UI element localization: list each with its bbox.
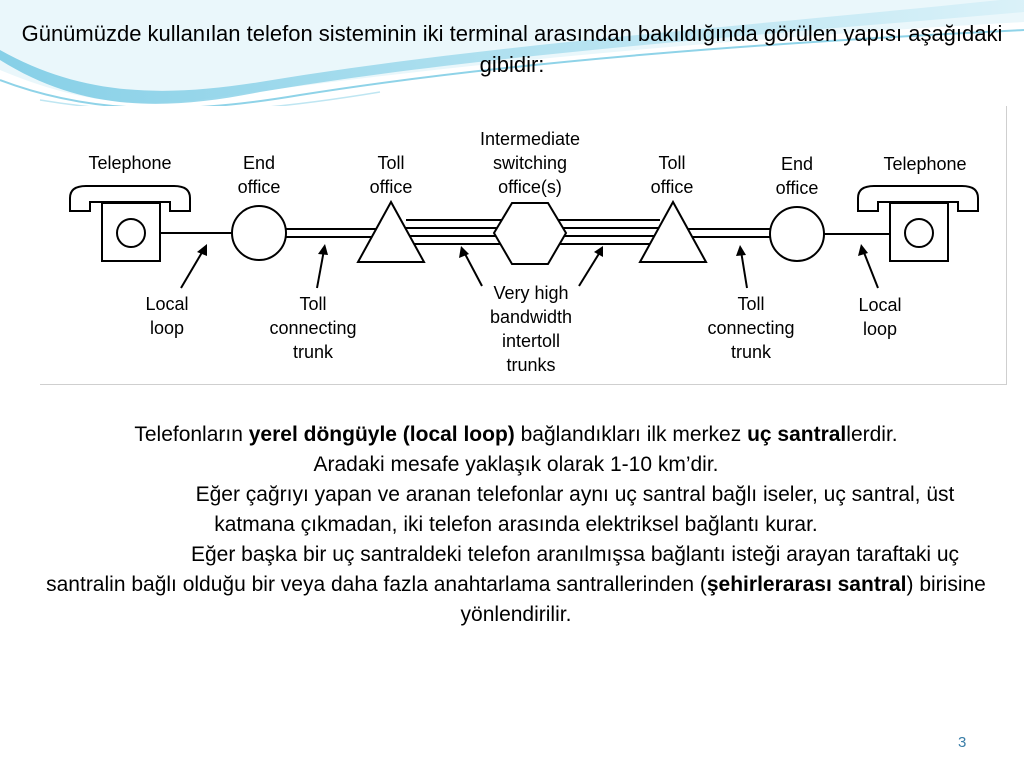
label-toll-office-right: Toll office — [650, 153, 694, 197]
label-end-office-left: End office — [237, 153, 281, 197]
label-telephone-right: Telephone — [883, 154, 967, 174]
page-number: 3 — [958, 734, 967, 751]
label-intermediate-switching: Intermediate switching office(s) — [479, 129, 581, 197]
toll-office-left-triangle — [358, 202, 424, 262]
end-office-left-circle — [232, 206, 286, 260]
toll-office-right-triangle — [640, 202, 706, 262]
body-paragraph-1: Telefonların yerel döngüyle (local loop) bağlandıkları ilk merkez uç santrallerdir. — [134, 423, 898, 446]
label-toll-trunk-right: Toll connecting trunk — [707, 294, 795, 362]
label-toll-office-left: Toll office — [369, 153, 413, 197]
body-paragraph-4: Eğer başka bir uç santraldeki telefon aranılmışsa bağlantı isteği arayan taraftaki uç santralin bağlı olduğu bir veya daha fazla anahtarlama santrallerinden (şehirlerarası santral) birisine yönlendirilir. — [46, 543, 986, 626]
intermediate-switching-hexagon — [494, 203, 566, 264]
telephone-right-icon — [858, 186, 978, 261]
slide-title: Günümüzde kullanılan telefon sisteminin iki terminal arasından bakıldığında görülen yapısı aşağıdaki gibidir: — [21, 21, 1003, 77]
telephone-network-diagram — [40, 106, 1007, 385]
label-local-loop-right: Local loop — [858, 295, 902, 339]
body-paragraph-3: Eğer çağrıyı yapan ve aranan telefonlar aynı uç santral bağlı iseler, uç santral, üst katmana çıkmadan, iki telefon arasında elektriksel bağlantı kurar. — [195, 483, 955, 536]
label-telephone-left: Telephone — [88, 153, 172, 173]
body-paragraph-2: Aradaki mesafe yaklaşık olarak 1-10 km’dir. — [313, 453, 719, 476]
label-intertoll-trunks: Very high bandwidth intertoll trunks — [489, 283, 573, 375]
label-end-office-right: End office — [775, 154, 819, 198]
label-local-loop-left: Local loop — [145, 294, 189, 338]
end-office-right-circle — [770, 207, 824, 261]
label-toll-trunk-left: Toll connecting trunk — [269, 294, 357, 362]
slide-body-text — [36, 420, 996, 630]
telephone-left-icon — [70, 186, 190, 261]
